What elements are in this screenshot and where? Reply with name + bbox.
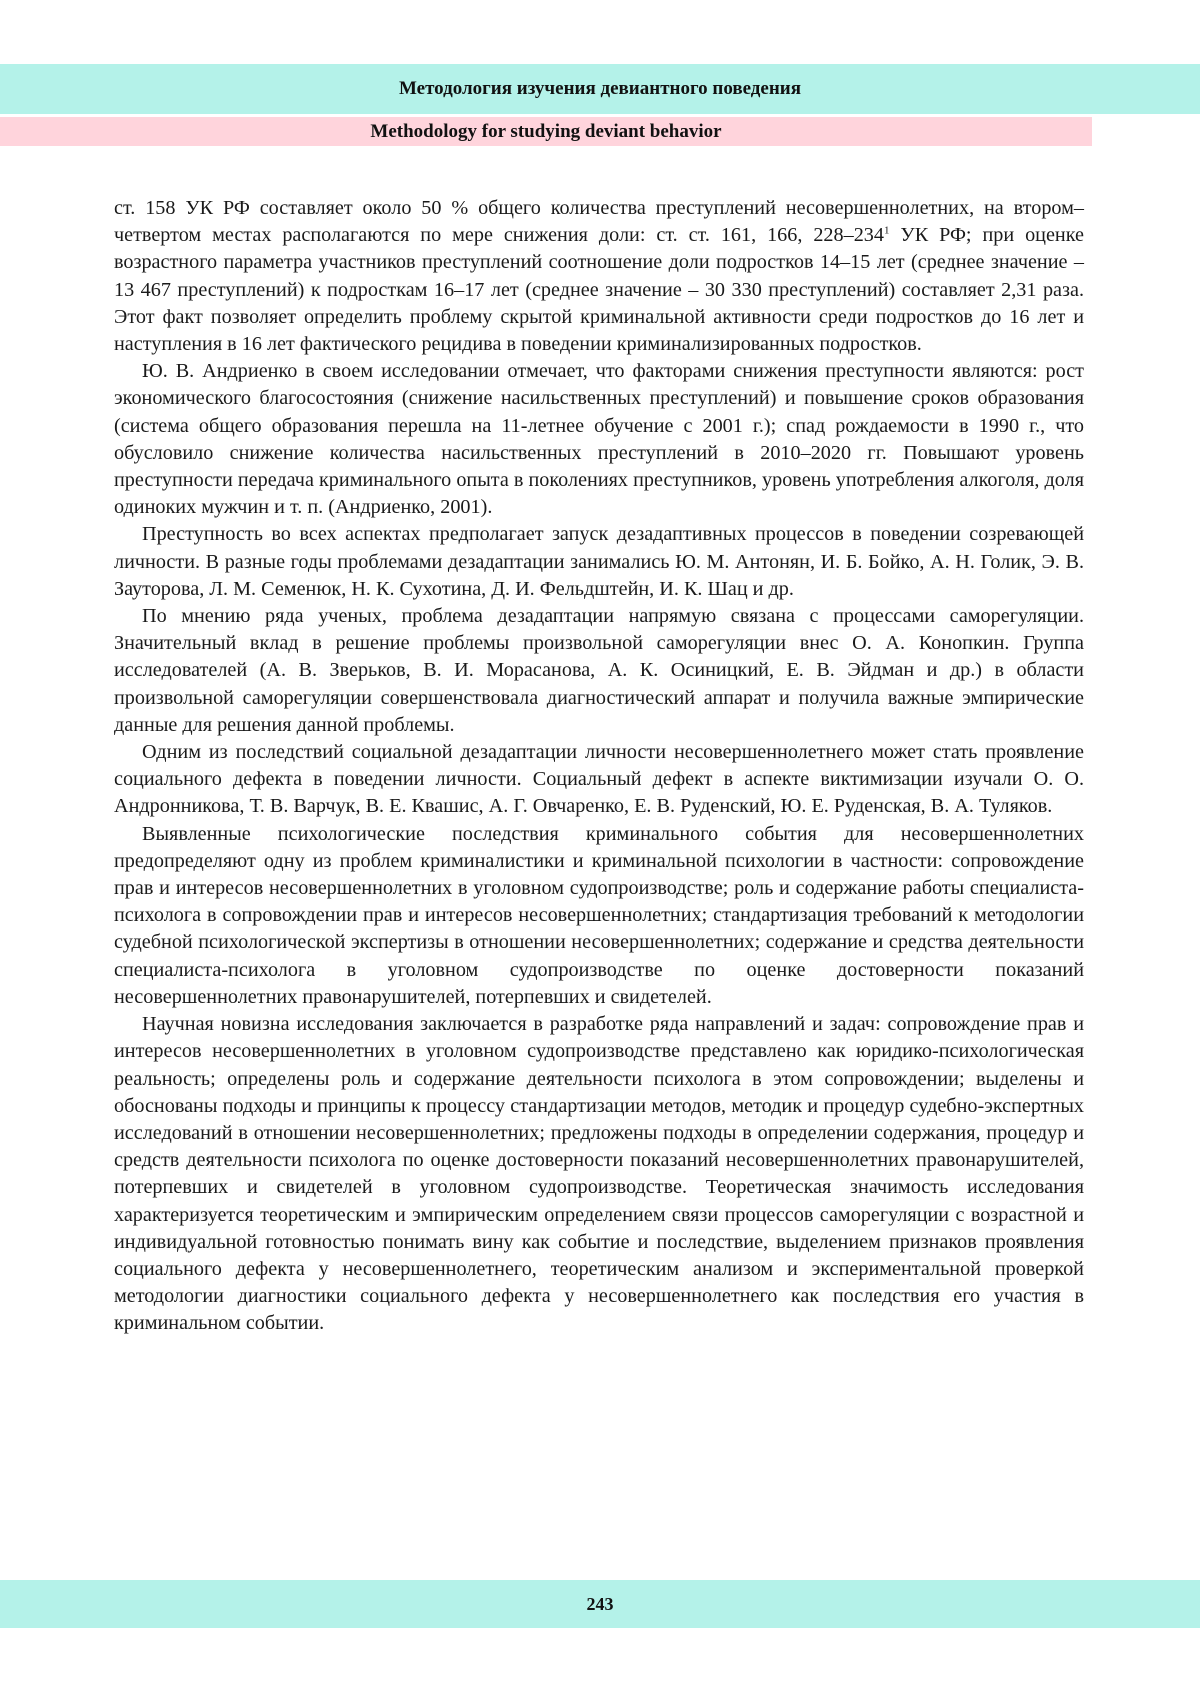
article-body: [114, 195, 1084, 1338]
page-number: 243: [586, 1593, 614, 1614]
paragraph-3: Преступность во всех аспектах предполагает запуск дезадаптивных процессов в поведении созревающей личности. В разные годы проблемами дезадаптации занимались Ю. М. Антонян, И. Б. Бойко, А. Н. Голик, Э. В. Зауторова, Л. М. Семенюк, Н. К. Сухотина, Д. И. Фельдштейн, И. К. Шац и др.: [114, 523, 1084, 600]
paragraph-7: Научная новизна исследования заключается в разработке ряда направлений и задач: сопровождение прав и интересов несовершеннолетних в уголовном судопроизводстве представлено как юридико-психологическая реальность; определены роль и содержание деятельности психолога в этом сопровождении; выделены и обоснованы подходы и принципы к процессу стандартизации методов, методик и процедур судебно-экспертных исследований в отношении несовершеннолетних; предложены подходы в определении содержания, процедур и средств деятельности психолога по оценке достоверности показаний несовершеннолетних правонарушителей, потерпевших и свидетелей в уголовном судопроизводстве. Теоретическая значимость исследования характеризуется теоретическим и эмпирическим определением связи процессов саморегуляции с возрастной и индивидуальной готовностью понимать вину как событие и последствие, выделением признаков проявления социального дефекта у несовершеннолетнего, теоретическим анализом и экспериментальной проверкой методологии диагностики социального дефекта у несовершеннолетнего как последствия его участия в криминальном событии.: [114, 1013, 1084, 1335]
paragraph-1: [114, 195, 1084, 358]
paragraph-1-start: ст. 158 УК РФ составляет около 50 % общего количества преступлений несовершеннолетних, на втором–четвертом местах располагаются по мере снижения доли: ст. ст. 161, 166, 228–234: [114, 197, 1084, 247]
running-header-title-en: Methodology for studying deviant behavior: [370, 120, 722, 142]
running-header-ru: [0, 64, 1200, 114]
paragraph-4: По мнению ряда ученых, проблема дезадаптации напрямую связана с процессами саморегуляции. Значительный вклад в решение проблемы произвольной саморегуляции внес О. А. Конопкин. Группа исследователей (А. В. Зверьков, В. И. Морасанова, А. К. Осиницкий, Е. В. Эйдман и др.) в области произвольной саморегуляции совершенствовала диагностический аппарат и получила важные эмпирические данные для решения данной проблемы.: [114, 605, 1084, 736]
paragraph-1-end: УК РФ; при оценке возрастного параметра участников преступлений соотношение доли подростков 14–15 лет (среднее значение – 13 467 преступлений) к подросткам 16–17 лет (среднее значение – 30 330 преступлений) составляет 2,31 раза. Этот факт позволяет определить проблему скрытой криминальной активности среди подростков до 16 лет и наступления в 16 лет фактического рецидива в поведении криминализированных подростков.: [114, 224, 1084, 356]
page-footer: [0, 1580, 1200, 1628]
paragraph-5: Одним из последствий социальной дезадаптации личности несовершеннолетнего может стать проявление социального дефекта в поведении личности. Социальный дефект в аспекте виктимизации изучали О. О. Андронникова, Т. В. Варчук, В. Е. Квашис, А. Г. Овчаренко, Е. В. Руденский, Ю. Е. Руденская, В. А. Туляков.: [114, 741, 1084, 818]
paragraph-2: Ю. В. Андриенко в своем исследовании отмечает, что факторами снижения преступности являются: рост экономического благосостояния (снижение насильственных преступлений) и повышение сроков образования (система общего образования перешла на 11-летнее обучение с 2001 г.); спад рождаемости в 1990 г., что обусловило снижение количества насильственных преступлений в 2010–2020 гг. Повышают уровень преступности передача криминального опыта в поколениях преступников, уровень употребления алкоголя, доля одиноких мужчин и т. п. (Андриенко, 2001).: [114, 360, 1084, 519]
running-header-en: [0, 117, 1092, 146]
footnote-marker[interactable]: 1: [883, 224, 890, 237]
running-header-title-ru: Методология изучения девиантного поведения: [398, 78, 802, 99]
paragraph-6: Выявленные психологические последствия криминального события для несовершеннолетних предопределяют одну из проблем криминалистики и криминальной психологии в частности: сопровождение прав и интересов несовершеннолетних в уголовном судопроизводстве; роль и содержание работы специалиста-психолога в сопровождении прав и интересов несовершеннолетних; стандартизация требований к методологии судебной психологической экспертизы в отношении несовершеннолетних; содержание и средства деятельности специалиста-психолога в уголовном судопроизводстве по оценке достоверности показаний несовершеннолетних правонарушителей, потерпевших и свидетелей.: [114, 822, 1084, 1008]
